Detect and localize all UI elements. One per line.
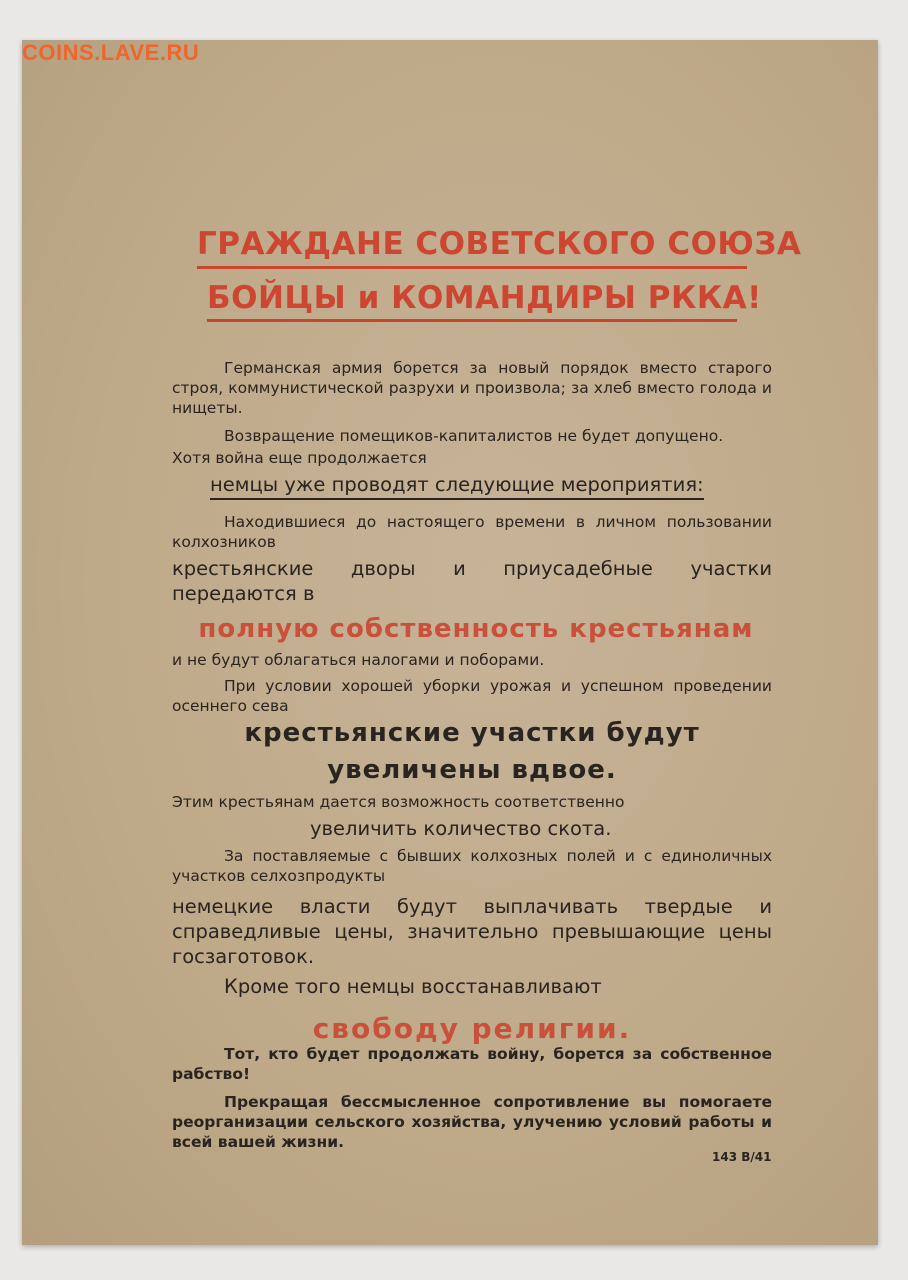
heading-rule-1 <box>197 266 747 269</box>
leaflet <box>172 222 802 1172</box>
paragraph-resistance: Прекращая бессмысленное сопротивление вы помогаете реорганизации сельского хозяйства, улучению условий работы и всей вашей жизни. <box>172 1093 772 1151</box>
plots-slogan-line-1: крестьянские участки будут <box>244 718 700 748</box>
paragraph-products: За поставляемые с бывших колхозных полей и с единоличных участков селхозпродукты <box>172 847 772 885</box>
paragraph-slavery: Тот, кто будет продолжать войну, борется за собственное рабство! <box>172 1045 772 1083</box>
paragraph-war-continues: Хотя война еще продолжается <box>172 449 427 467</box>
heading-rule-2 <box>207 319 737 322</box>
heading-line-1: ГРАЖДАНЕ СОВЕТСКОГО СОЮЗА <box>197 226 802 262</box>
leaflet-code: 143 В/41 <box>712 1150 772 1164</box>
watermark: COINS.LAVE.RU <box>22 40 200 65</box>
measures-heading-text: немцы уже проводят следующие мероприятия: <box>210 473 704 500</box>
paragraph-restore: Кроме того немцы восстанавливают <box>224 975 602 998</box>
plots-slogan-line-2: увеличены вдвое. <box>327 755 617 785</box>
paragraph-no-taxes: и не будут облагаться налогами и поборами. <box>172 651 545 669</box>
measures-heading <box>210 472 704 497</box>
paragraph-personal-use: Находившиеся до настоящего времени в личном пользовании колхозников <box>172 513 772 551</box>
paragraph-households: крестьянские дворы и приусадебные участки передаются в <box>172 557 772 605</box>
livestock-line: увеличить количество скота. <box>310 817 612 840</box>
religion-slogan: свободу религии. <box>312 1012 632 1045</box>
heading-line-2: БОЙЦЫ и КОМАНДИРЫ РККА! <box>207 280 762 316</box>
paragraph-harvest: При условии хорошей уборки урожая и успешном проведении осеннего сева <box>172 677 772 715</box>
paragraph-new-order: Германская армия борется за новый порядок вместо старого строя, коммунистической разрухи и произвола; за хлеб вместо голода и нищеты. <box>172 359 772 417</box>
ownership-slogan: полную собственность крестьянам <box>198 614 754 644</box>
paragraph-landlords: Возвращение помещиков-капиталистов не будет допущено. <box>224 427 724 445</box>
paragraph-prices: немецкие власти будут выплачивать твердые и справедливые цены, значительно превышающие цены госзаготовок. <box>172 895 772 968</box>
paragraph-opportunity: Этим крестьянам дается возможность соответственно <box>172 793 625 811</box>
